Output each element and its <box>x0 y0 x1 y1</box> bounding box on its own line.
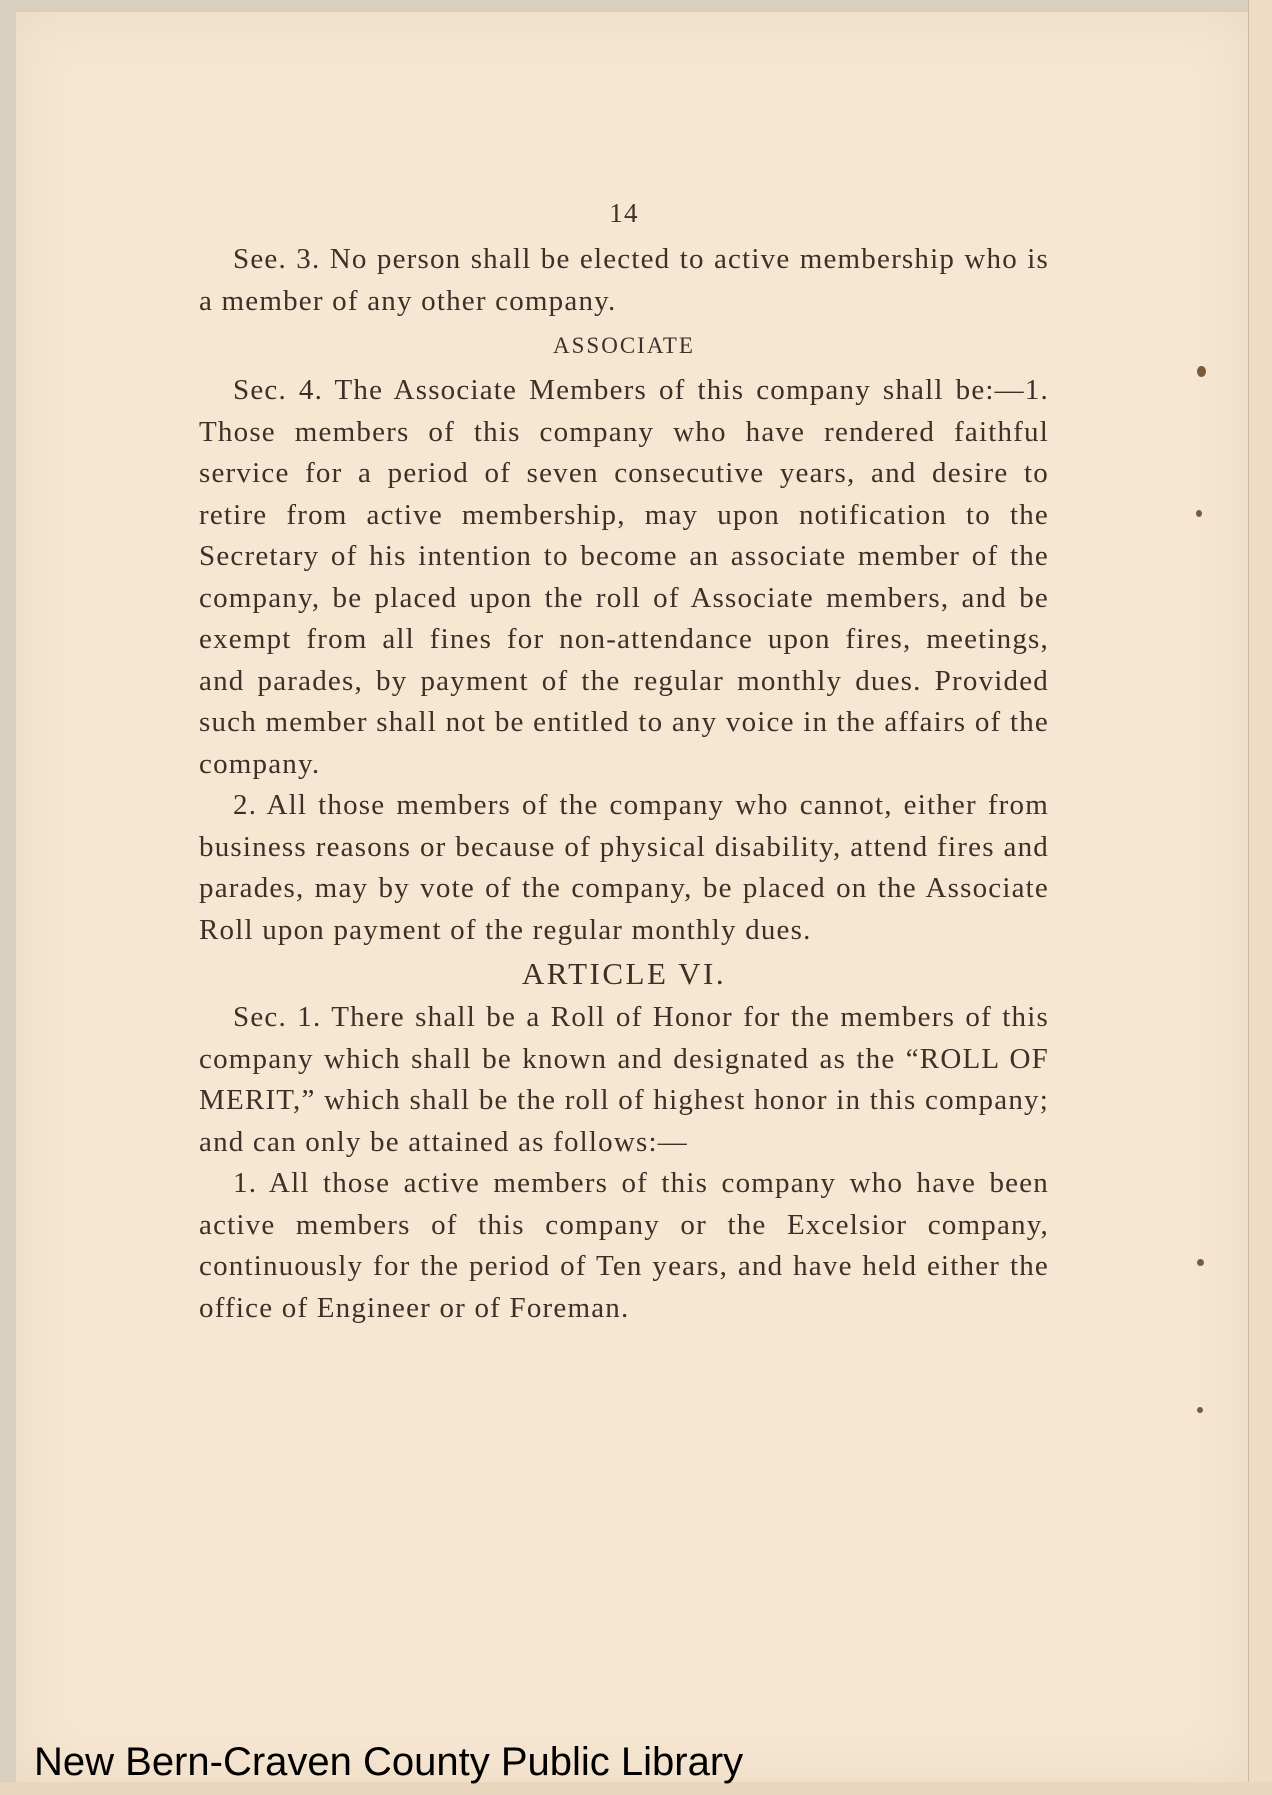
paper-blemish <box>1197 366 1206 377</box>
section-4-paragraph: Sec. 4. The Associate Members of this company shall be:—1. Those members of this company who have rendered faithful service for a period of seven consecutive years, and desire to retire from active membership, may upon notification to the Secretary of his intention to become an associate member of the company, be placed upon the roll of Associate members, and be exempt from all fines for non-attendance upon fires, meetings, and parades, by payment of the regular monthly dues. Provided such member shall not be entitled to any voice in the affairs of the company. <box>199 374 1049 780</box>
paper-blemish <box>1196 510 1202 517</box>
page-edge <box>1248 0 1272 1795</box>
page-number: 14 <box>609 198 639 228</box>
paper-blemish <box>1197 1407 1203 1413</box>
document-body <box>199 239 1049 1329</box>
section-4-item-2-paragraph: 2. All those members of the company who cannot, either from business reasons or because of physical disability, attend fires and parades, may by vote of the company, be placed on the Associate Roll upon payment of the regular monthly dues. <box>199 789 1049 946</box>
article-6-section-1-paragraph: Sec. 1. There shall be a Roll of Honor for the members of this company which shall be known and designated as the “ROLL OF MERIT,” which shall be the roll of highest honor in this company; and can only be attained as follows:— <box>199 1001 1049 1158</box>
library-watermark: New Bern-Craven County Public Library <box>34 1740 744 1784</box>
article-6-item-1-paragraph: 1. All those active members of this company who have been active members of this company or the Excelsior company, continuously for the period of Ten years, and have held either the office of Engineer or of Foreman. <box>199 1167 1049 1324</box>
paper-blemish <box>1197 1259 1204 1266</box>
section-3-paragraph: See. 3. No person shall be elected to active membership who is a member of any other company. <box>199 243 1049 317</box>
article-heading: ARTICLE VI. <box>521 956 727 991</box>
associate-heading: ASSOCIATE <box>553 333 695 358</box>
